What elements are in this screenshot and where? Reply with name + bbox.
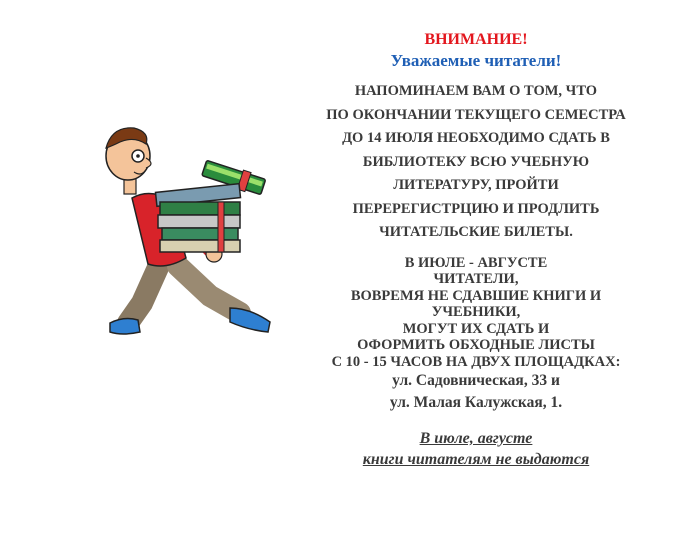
text-line: С 10 - 15 ЧАСОВ НА ДВУХ ПЛОЩАДКАХ: xyxy=(331,353,621,370)
text-line: ВОВРЕМЯ НЕ СДАВШИЕ КНИГИ И xyxy=(350,287,602,304)
text-line: В ИЮЛЕ - АВГУСТЕ xyxy=(404,254,548,271)
notice-title: ВНИМАНИЕ! xyxy=(424,31,528,48)
text-line: ОФОРМИТЬ ОБХОДНЫЕ ЛИСТЫ xyxy=(357,337,595,353)
text-line: МОГУТ ИХ СДАТЬ И xyxy=(402,320,550,337)
text-line: ПЕРЕРЕГИСТРЦИЮ И ПРОДЛИТЬ xyxy=(352,200,600,217)
footer-line: книги читателям не выдаются xyxy=(362,451,590,468)
footer-line: В июле, августе xyxy=(419,430,533,447)
text-line: ЧИТАТЕЛИ, xyxy=(433,271,519,287)
book-stack xyxy=(155,184,240,252)
address-line: ул. Малая Калужская, 1. xyxy=(389,394,563,411)
text-line: ЧИТАТЕЛЬСКИЕ БИЛЕТЫ. xyxy=(379,224,573,240)
addresses xyxy=(290,370,662,414)
text-line: ПО ОКОНЧАНИИ ТЕКУЩЕГО СЕМЕСТРА xyxy=(326,106,626,123)
text-line: НАПОМИНАЕМ ВАМ О ТОМ, ЧТО xyxy=(354,83,598,99)
text-line: УЧЕБНИКИ, xyxy=(431,304,521,320)
address-line: ул. Садовническая, 33 и xyxy=(392,372,560,389)
footer-notice xyxy=(290,428,662,470)
text-line: БИБЛИОТЕКУ ВСЮ УЧЕБНУЮ xyxy=(362,153,590,170)
text-line: ЛИТЕРАТУРУ, ПРОЙТИ xyxy=(393,177,559,193)
text-line: ДО 14 ИЮЛЯ НЕОБХОДИМО СДАТЬ В xyxy=(342,130,610,146)
notice-text xyxy=(290,28,662,470)
notice-subtitle: Уважаемые читатели! xyxy=(390,51,562,70)
student-carrying-books-icon xyxy=(90,118,290,348)
return-info-paragraph xyxy=(290,255,662,371)
reminder-paragraph xyxy=(290,80,662,245)
